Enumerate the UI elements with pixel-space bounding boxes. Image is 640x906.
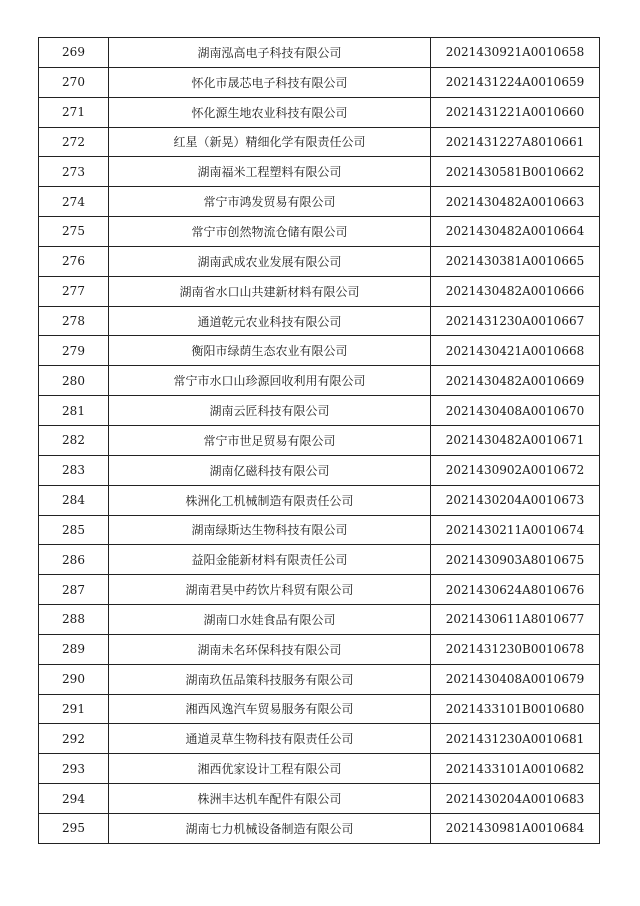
company-name-cell: 湘西优家设计工程有限公司 bbox=[109, 754, 431, 784]
registration-code-cell: 2021431230A0010667 bbox=[431, 306, 600, 336]
row-number-cell: 276 bbox=[39, 246, 109, 276]
row-number-cell: 285 bbox=[39, 515, 109, 545]
row-number-cell: 280 bbox=[39, 366, 109, 396]
table-row bbox=[39, 515, 600, 545]
registration-code-cell: 2021431221A0010660 bbox=[431, 97, 600, 127]
company-name-cell: 湖南未名环保科技有限公司 bbox=[109, 634, 431, 664]
row-number-cell: 283 bbox=[39, 455, 109, 485]
row-number-cell: 289 bbox=[39, 634, 109, 664]
table-row bbox=[39, 396, 600, 426]
company-name-cell: 湖南君昊中药饮片科贸有限公司 bbox=[109, 575, 431, 605]
registration-code-cell: 2021430903A8010675 bbox=[431, 545, 600, 575]
row-number-cell: 275 bbox=[39, 217, 109, 247]
table-row bbox=[39, 187, 600, 217]
registration-code-cell: 2021430408A0010679 bbox=[431, 664, 600, 694]
registration-code-cell: 2021430421A0010668 bbox=[431, 336, 600, 366]
row-number-cell: 274 bbox=[39, 187, 109, 217]
row-number-cell: 292 bbox=[39, 724, 109, 754]
row-number-cell: 272 bbox=[39, 127, 109, 157]
company-name-cell: 怀化市晟芯电子科技有限公司 bbox=[109, 67, 431, 97]
row-number-cell: 294 bbox=[39, 784, 109, 814]
table-row bbox=[39, 425, 600, 455]
company-name-cell: 湖南亿磁科技有限公司 bbox=[109, 455, 431, 485]
registry-table-body bbox=[39, 38, 600, 844]
registration-code-cell: 2021430408A0010670 bbox=[431, 396, 600, 426]
row-number-cell: 286 bbox=[39, 545, 109, 575]
row-number-cell: 290 bbox=[39, 664, 109, 694]
row-number-cell: 278 bbox=[39, 306, 109, 336]
company-name-cell: 常宁市水口山珍源回收利用有限公司 bbox=[109, 366, 431, 396]
table-row bbox=[39, 634, 600, 664]
table-row bbox=[39, 724, 600, 754]
table-row bbox=[39, 366, 600, 396]
registry-table bbox=[38, 37, 600, 844]
company-name-cell: 湖南福米工程塑料有限公司 bbox=[109, 157, 431, 187]
company-name-cell: 常宁市创然物流仓储有限公司 bbox=[109, 217, 431, 247]
registration-code-cell: 2021433101B0010680 bbox=[431, 694, 600, 724]
table-row bbox=[39, 485, 600, 515]
company-name-cell: 湖南省水口山共建新材料有限公司 bbox=[109, 276, 431, 306]
company-name-cell: 益阳金能新材料有限责任公司 bbox=[109, 545, 431, 575]
row-number-cell: 270 bbox=[39, 67, 109, 97]
table-row bbox=[39, 276, 600, 306]
company-name-cell: 湖南武成农业发展有限公司 bbox=[109, 246, 431, 276]
row-number-cell: 282 bbox=[39, 425, 109, 455]
company-name-cell: 湖南七力机械设备制造有限公司 bbox=[109, 813, 431, 843]
registration-code-cell: 2021431224A0010659 bbox=[431, 67, 600, 97]
table-row bbox=[39, 694, 600, 724]
table-row bbox=[39, 664, 600, 694]
registration-code-cell: 2021430482A0010663 bbox=[431, 187, 600, 217]
company-name-cell: 怀化源生地农业科技有限公司 bbox=[109, 97, 431, 127]
table-row bbox=[39, 336, 600, 366]
registration-code-cell: 2021430482A0010666 bbox=[431, 276, 600, 306]
row-number-cell: 277 bbox=[39, 276, 109, 306]
table-row bbox=[39, 306, 600, 336]
registration-code-cell: 2021430381A0010665 bbox=[431, 246, 600, 276]
table-row bbox=[39, 97, 600, 127]
row-number-cell: 288 bbox=[39, 605, 109, 635]
table-row bbox=[39, 605, 600, 635]
registration-code-cell: 2021430581B0010662 bbox=[431, 157, 600, 187]
table-row bbox=[39, 545, 600, 575]
company-name-cell: 湖南云匠科技有限公司 bbox=[109, 396, 431, 426]
registration-code-cell: 2021430482A0010664 bbox=[431, 217, 600, 247]
company-name-cell: 湖南口水娃食品有限公司 bbox=[109, 605, 431, 635]
company-name-cell: 湖南泓高电子科技有限公司 bbox=[109, 38, 431, 68]
table-row bbox=[39, 67, 600, 97]
registration-code-cell: 2021430921A0010658 bbox=[431, 38, 600, 68]
company-name-cell: 常宁市世足贸易有限公司 bbox=[109, 425, 431, 455]
registration-code-cell: 2021433101A0010682 bbox=[431, 754, 600, 784]
company-name-cell: 衡阳市绿荫生态农业有限公司 bbox=[109, 336, 431, 366]
company-name-cell: 常宁市鸿发贸易有限公司 bbox=[109, 187, 431, 217]
row-number-cell: 269 bbox=[39, 38, 109, 68]
registration-code-cell: 2021430211A0010674 bbox=[431, 515, 600, 545]
registration-code-cell: 2021430624A8010676 bbox=[431, 575, 600, 605]
table-row bbox=[39, 217, 600, 247]
row-number-cell: 284 bbox=[39, 485, 109, 515]
row-number-cell: 271 bbox=[39, 97, 109, 127]
row-number-cell: 291 bbox=[39, 694, 109, 724]
registration-code-cell: 2021430204A0010673 bbox=[431, 485, 600, 515]
table-row bbox=[39, 246, 600, 276]
registration-code-cell: 2021431230A0010681 bbox=[431, 724, 600, 754]
registration-code-cell: 2021430204A0010683 bbox=[431, 784, 600, 814]
company-name-cell: 湖南玖伍品策科技服务有限公司 bbox=[109, 664, 431, 694]
registration-code-cell: 2021431230B0010678 bbox=[431, 634, 600, 664]
row-number-cell: 287 bbox=[39, 575, 109, 605]
registration-code-cell: 2021431227A8010661 bbox=[431, 127, 600, 157]
table-row bbox=[39, 38, 600, 68]
row-number-cell: 273 bbox=[39, 157, 109, 187]
registration-code-cell: 2021430611A8010677 bbox=[431, 605, 600, 635]
registration-code-cell: 2021430482A0010671 bbox=[431, 425, 600, 455]
registration-code-cell: 2021430902A0010672 bbox=[431, 455, 600, 485]
table-row bbox=[39, 127, 600, 157]
table-row bbox=[39, 157, 600, 187]
table-row bbox=[39, 784, 600, 814]
row-number-cell: 279 bbox=[39, 336, 109, 366]
registration-code-cell: 2021430981A0010684 bbox=[431, 813, 600, 843]
company-name-cell: 株洲化工机械制造有限责任公司 bbox=[109, 485, 431, 515]
row-number-cell: 293 bbox=[39, 754, 109, 784]
company-name-cell: 通道乾元农业科技有限公司 bbox=[109, 306, 431, 336]
company-name-cell: 通道灵草生物科技有限责任公司 bbox=[109, 724, 431, 754]
row-number-cell: 281 bbox=[39, 396, 109, 426]
table-row bbox=[39, 754, 600, 784]
table-row bbox=[39, 813, 600, 843]
company-name-cell: 湖南绿斯达生物科技有限公司 bbox=[109, 515, 431, 545]
company-name-cell: 株洲丰达机车配件有限公司 bbox=[109, 784, 431, 814]
table-row bbox=[39, 455, 600, 485]
registration-code-cell: 2021430482A0010669 bbox=[431, 366, 600, 396]
row-number-cell: 295 bbox=[39, 813, 109, 843]
company-name-cell: 湘西风逸汽车贸易服务有限公司 bbox=[109, 694, 431, 724]
table-row bbox=[39, 575, 600, 605]
company-name-cell: 红星（新晃）精细化学有限责任公司 bbox=[109, 127, 431, 157]
